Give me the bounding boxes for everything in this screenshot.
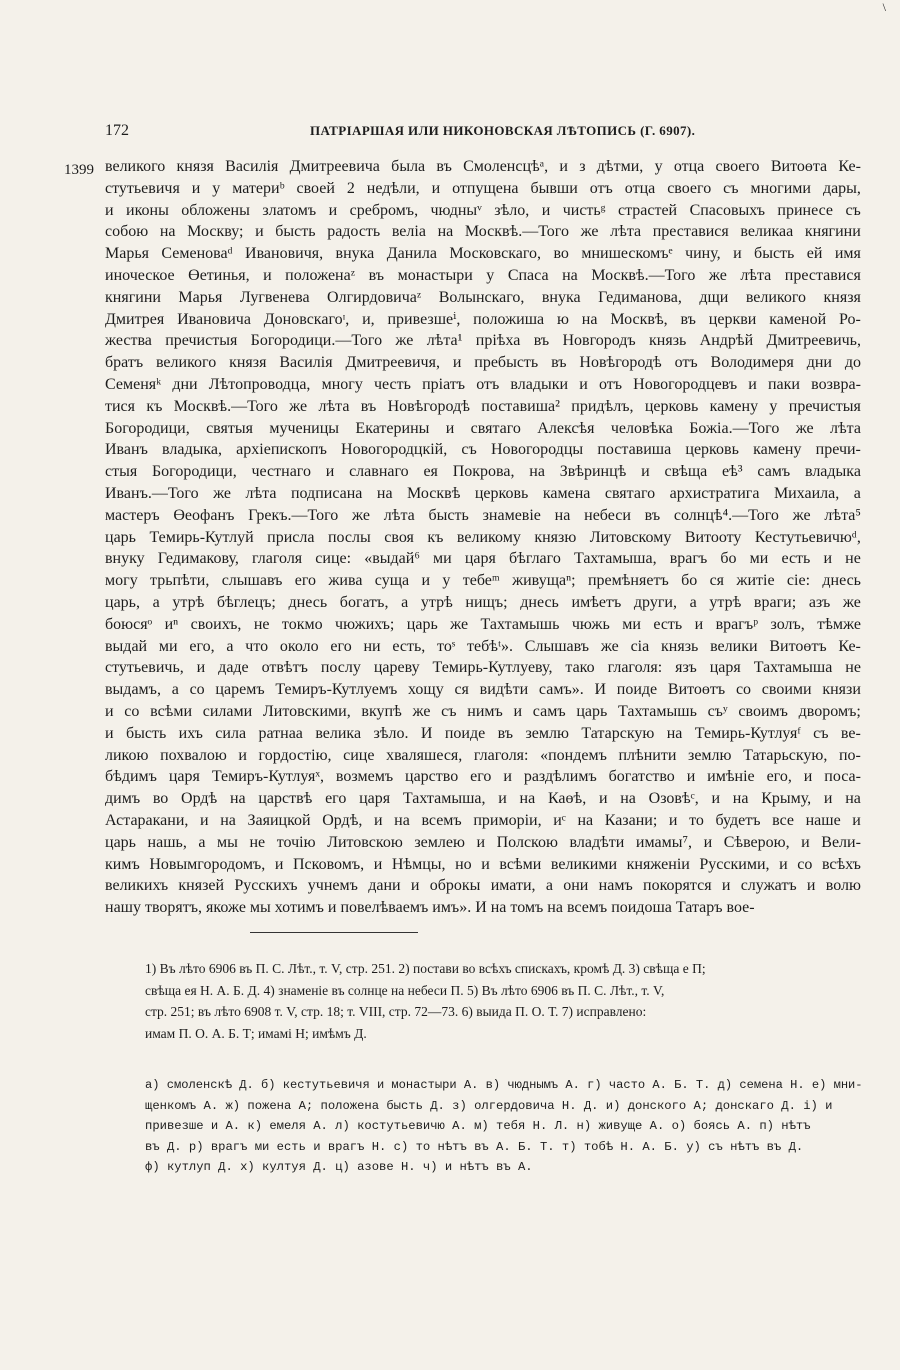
text-line: великого князя Василія Дмитреевича была въ Смоленсцѣᵃ, и з дѣтми, у отца своего Витоөта Ке- bbox=[105, 158, 861, 175]
text-line: выдай ми его, а что около его ни есть, тоˢ тебѣᵗ». Слышавъ же сіа князь велики Витоөтъ Ке- bbox=[105, 637, 861, 655]
text-line: боюсяᵒ иⁿ своихъ, не токмо чюжихъ; царь же Тахтамышь чюжь ми есть и врагъᵖ золъ, тѣмже bbox=[105, 615, 861, 633]
margin-year: 1399 bbox=[64, 162, 94, 178]
text-line: братъ великого князя Василія Дмитреевичя, и пребысть въ Новѣгородѣ отъ Володимеря дни до bbox=[105, 354, 861, 372]
footnote-line: свѣща ея Н. А. Б. Д. 4) знаменіе въ солнце на небеси П. 5) Въ лѣто 6906 въ П. С. Лѣт., т. V, bbox=[145, 982, 665, 998]
text-line: стыя Богородици, честнаго и славнаго ея Покрова, на Звѣринцѣ и свѣща еѣ³ самъ владыка bbox=[105, 463, 861, 481]
running-title: ПАТРІАРШАЯ ИЛИ НИКОНОВСКАЯ ЛѢТОПИСЬ (Г. 6907). bbox=[310, 123, 696, 138]
footnote-line: а) смоленскѣ Д. б) кестутьевичя и монастыри А. в) чюднымъ А. г) часто А. Б. Т. д) семена Н. е) мни- bbox=[145, 1078, 863, 1092]
text-line: мастеръ Өеофанъ Грекъ.—Того же лѣта бысть знамевіе на небеси въ солнцѣ⁴.—Того же лѣта⁵ bbox=[105, 506, 861, 524]
text-line: Дмитрея Ивановича Доновскагоᶦ, и, привезшеⁱ, положиша ю на Москвѣ, въ церкви каменой Ро- bbox=[105, 310, 861, 328]
text-line: стутьевичя и у материᵇ своей 2 недѣли, и отпущена бывши отъ отца своего съ многими дары, bbox=[105, 179, 861, 197]
footnotes-numbered bbox=[145, 958, 863, 1044]
footnote-line: 1) Въ лѣто 6906 въ П. С. Лѣт., т. V, стр. 251. 2) постави во всѣхъ спискахъ, кромѣ Д. 3) свѣща е П; bbox=[145, 961, 706, 976]
text-line: царь нашь, а мы не точію Литовскою землею и Полскою владѣти имамы⁷, и Сѣверою, и Вели- bbox=[105, 833, 861, 851]
corner-mark: \ bbox=[882, 0, 886, 14]
text-line: царь, а утрѣ бѣглецъ; днесь богатъ, а утрѣ нищъ; днесь имѣетъ други, а утрѣ враги; азъ же bbox=[105, 593, 861, 611]
page-number: 172 bbox=[105, 122, 129, 139]
text-line: и бысть ихъ сила ратнаа велика зѣло. И поиде въ землю Татарскую на Темирь-Кутлуяᶠ съ ве- bbox=[105, 724, 861, 742]
text-line: собою на Москву; и бысть радость веліа на Москвѣ.—Того же лѣта преставися великаа княгини bbox=[105, 223, 861, 241]
footnotes-lettered bbox=[145, 1075, 863, 1178]
footnote-line: ф) кутлуп Д. х) култуя Д. ц) азове Н. ч) и нѣтъ въ А. bbox=[145, 1160, 533, 1175]
footnote-line: привезше и А. к) емеля А. л) костутьевичю А. м) тебя Н. Л. н) живуще А. о) боясь А. п) нѣтъ bbox=[145, 1119, 811, 1134]
text-line: димъ во Ордѣ на царствѣ его царя Тахтамыша, и на Каөѣ, и на Озовѣᶜ, и на Крыму, и на bbox=[105, 790, 861, 808]
footnote-line: имам П. О. А. Б. Т; имамі Н; имѣмъ Д. bbox=[145, 1025, 367, 1041]
text-line: нашу творятъ, якоже мы хотимъ и повелѣваемъ имъ». И на томъ на всемъ поидоша Татаръ вое- bbox=[105, 899, 755, 917]
page-header bbox=[105, 122, 865, 146]
footnote-line: стр. 251; въ лѣто 6908 т. V, стр. 18; т. VIII, стр. 72—73. 6) выида П. О. Т. 7) исправлено: bbox=[145, 1004, 647, 1019]
text-line: царь Темирь-Кутлуй присла послы своя къ великому князю Литовскому Витооту Кестутьевичюᵈ, bbox=[105, 528, 861, 546]
text-line: ликою похвалою и гордостію, сице хваляшеся, глаголя: «пондемъ плѣнити землю Татарьскую, по- bbox=[105, 746, 861, 764]
text-line: кимъ Новымгородомъ, и Псковомъ, и Нѣмцы, но и всѣми великими княженіи Русскими, и со всѣхъ bbox=[105, 855, 861, 873]
text-line: тися къ Москвѣ.—Того же лѣта въ Новѣгородѣ поставиша² придѣлъ, церковь камену у пречистыя bbox=[105, 397, 861, 415]
footnote-line: въ Д. р) врагъ ми есть и врагъ Н. с) то нѣтъ въ А. Б. Т. т) тобѣ Н. А. Б. у) съ нѣтъ въ Д. bbox=[145, 1139, 804, 1154]
text-line: Марья Семеноваᵈ Ивановичя, внука Данила Московскаго, во мнишескомъᵉ чину, и бысть ей имя bbox=[105, 245, 861, 263]
text-line: Иванъ владыка, архіепископъ Новогородцкій, съ Новогородцы поставиша церковь камену пречи- bbox=[105, 441, 861, 459]
footnote-rule bbox=[250, 932, 418, 933]
text-line: могу трьпѣти, слышавъ его жива суща и у тебеᵐ живущаⁿ; премѣняетъ бо ся житіе сіе: днесь bbox=[105, 572, 861, 590]
footnote-line: щенкомъ А. ж) пожена А; положена бысть Д. з) олгердовича Н. Д. и) донского А; донскаго Д. і) и bbox=[145, 1098, 833, 1113]
text-line: стутьевичь, и даде отвѣтъ послу цареву Темирь-Кутлуеву, тако глаголя: язъ царя Тахтамыша не bbox=[105, 659, 861, 677]
text-line: Семеняᵏ дни Лѣтопроводца, многу честь пріатъ отъ владыки и отъ Новогородцевъ и паки возвра- bbox=[105, 375, 861, 393]
text-line: Богородици, святыя мученицы Екатерины и святаго Алексѣя человѣка Божіа.—Того же лѣта bbox=[105, 419, 861, 437]
text-line: внуку Гедимакову, глаголя сице: «выдай⁶ ми царя бѣглаго Тахтамыша, врагъ бо ми есть и не bbox=[105, 550, 861, 568]
text-line: великихъ князей Русскихъ учнемъ дани и оброкы имати, а они намъ покорятся и служатъ и волю bbox=[105, 877, 861, 895]
text-line: Астаракани, и на Заяицкой Ордѣ, и на всемъ приморіи, иᶜ на Казани; и то будетъ все наше и bbox=[105, 811, 861, 829]
text-line: и иконы обложены златомъ и сребромъ, чюдныᵛ зѣло, и чистьᵍ страстей Спасовыхъ принесе съ bbox=[105, 201, 861, 219]
text-line: Иванъ.—Того же лѣта подписана на Москвѣ церковь камена святаго архистратига Михаила, а bbox=[105, 484, 861, 502]
text-line: выдамъ, а со царемъ Темиръ-Кутлуемъ хощу ся видѣти самъ». И поиде Витоөтъ со своими князи bbox=[105, 681, 861, 699]
text-line: иноческое Өетинья, и положенаᶻ въ монастыри у Спаса на Москвѣ.—Того же лѣта преставися bbox=[105, 266, 861, 284]
text-line: жества пречистыя Богородици.—Того же лѣта¹ пріѣха въ Новгородъ князь Андрѣй Дмитреевичь, bbox=[105, 332, 861, 350]
text-line: княгини Марья Лугвенева Олгирдовичаᶻ Волынскаго, внука Гедиманова, дщи великого князя bbox=[105, 288, 861, 306]
body-text bbox=[105, 156, 861, 919]
text-line: и со всѣми силами Литовскими, вкупѣ же съ нимъ и самъ царь Тахтамышь съʸ своимъ дворомъ; bbox=[105, 702, 861, 720]
text-line: бѣдимъ царя Темиръ-Кутлуяˣ, возмемъ царство его и раздѣлимъ богатство и имѣніе его, и поса- bbox=[105, 768, 861, 786]
